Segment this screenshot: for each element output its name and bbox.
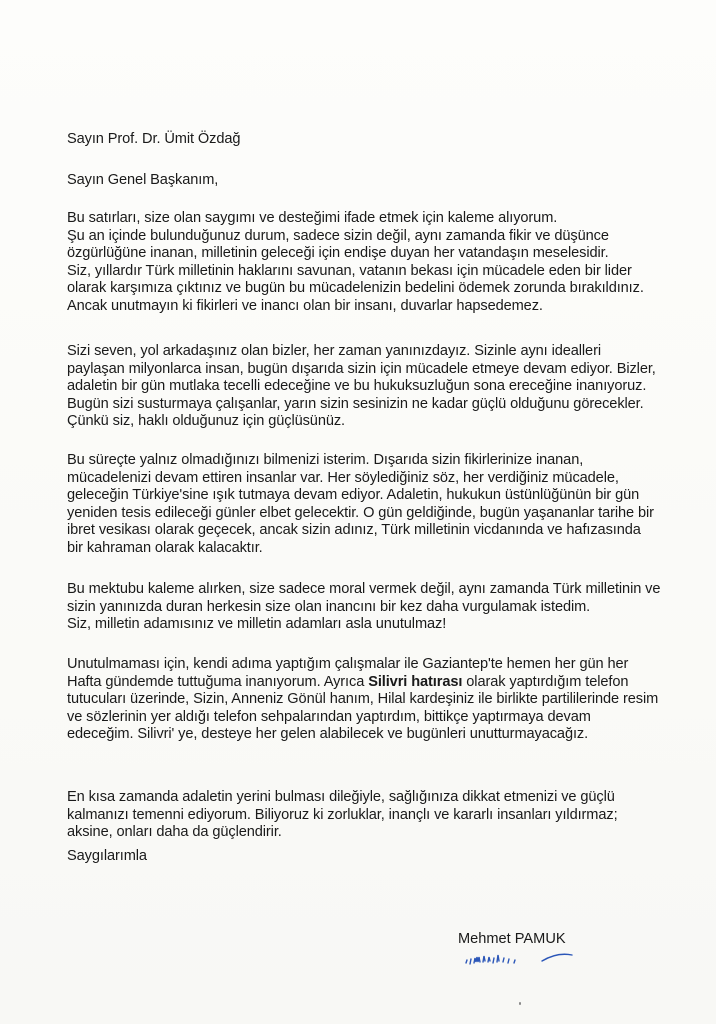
- paragraph-line: yeniden tesis edileceği günler elbet gelecektir. O gün geldiğinde, bugün yaşananlar tarihe bir: [67, 504, 654, 521]
- paragraph-line: özgürlüğüne inanan, milletinin geleceği için endişe duyan her vatandaşın meselesidir.: [67, 245, 609, 262]
- signature-stroke: [488, 957, 490, 962]
- signature-stroke: [508, 959, 509, 963]
- paragraph-line: ve sözlerinin yer aldığı telefon sehpalarından yaptırdım, bittikçe yaptırmaya devam: [67, 708, 591, 725]
- signature-stroke: [474, 957, 480, 963]
- salutation-recipient: Sayın Prof. Dr. Ümit Özdağ: [67, 131, 241, 147]
- signature-stroke: [483, 956, 485, 962]
- paragraph-line: adaletin bir gün mutlaka tecelli edeceğine ve bu hukuksuzluğun sona ereceğine inanıyoruz.: [67, 378, 647, 395]
- emphasis-silivri-hatirasi: Silivri hatırası: [368, 673, 463, 690]
- paragraph-line: kalmanızı temenni ediyorum. Biliyoruz ki zorluklar, inançlı ve kararlı insanları yıldırmaz;: [67, 806, 618, 823]
- paragraph-4: [67, 581, 660, 634]
- paragraph-2: [67, 343, 656, 431]
- closing-phrase: Saygılarımla: [67, 848, 147, 864]
- paragraph-line: Siz, yıllardır Türk milletinin haklarını savunan, vatanın bekası için mücadele eden bir lider: [67, 262, 632, 279]
- paragraph-line: Bu süreçte yalnız olmadığınızı bilmenizi isterim. Dışarıda sizin fikirlerinize inanan,: [67, 452, 584, 468]
- paragraph-line: Bugün sizi susturmaya çalışanlar, yarın sizin sesinizin ne kadar güçlü olduğunu görecekler.: [67, 395, 644, 412]
- signature-stroke: [514, 960, 515, 963]
- handwritten-signature: [462, 945, 582, 969]
- paragraph-line: paylaşan milyonlarca insan, bugün dışarıda sizin için mücadele etmeye devam ediyor. Bizler,: [67, 360, 656, 377]
- paragraph-line: geleceğin Türkiye'sine ışık tutmaya devam ediyor. Adaletin, hukukun üstünlüğünün bir gün: [67, 487, 640, 504]
- paragraph-line: aksine, onları daha da güçlendirir.: [67, 824, 282, 841]
- signature-stroke: [493, 958, 494, 963]
- salutation-title: Sayın Genel Başkanım,: [67, 172, 219, 188]
- signature-stroke: [470, 959, 471, 964]
- paragraph-6: [67, 789, 618, 842]
- paragraph-line: En kısa zamanda adaletin yerini bulması dileğiyle, sağlığınıza dikkat etmenizi ve güçlü: [67, 789, 615, 805]
- paragraph-line: ibret vesikası olarak geçecek, ancak sizin adınız, Türk milletinin vicdanında ve hafızasında: [67, 522, 641, 539]
- signature-stroke: [542, 954, 572, 961]
- paragraph-line: Çünkü siz, haklı olduğunuz için güçlüsünüz.: [67, 413, 346, 430]
- paragraph-line: Bu satırları, size olan saygımı ve desteğimi ifade etmek için kaleme alıyorum.: [67, 210, 558, 226]
- paragraph-line: sizin yanınızda duran herkesin size olan inancını bir kez daha vurgulamak istedim.: [67, 598, 591, 615]
- line-segment: Hafta gündemde tuttuğuma inanıyorum. Ayrıca: [67, 673, 365, 690]
- signature-stroke: [503, 958, 504, 962]
- paragraph-line: mücadelenizi devam ettiren insanlar var. Her söylediğiniz söz, her verdiğiniz mücadele,: [67, 469, 619, 486]
- paragraph-line: Ancak unutmayın ki fikirleri ve inancı olan bir insanı, duvarlar hapsedemez.: [67, 297, 543, 314]
- paragraph-line: edeceğim. Silivri' ye, desteye her gelen alabilecek ve bugünleri unutturmayacağız.: [67, 726, 589, 743]
- paragraph-line: Şu an içinde bulunduğunuz durum, sadece sizin değil, aynı zamanda fikir ve düşünce: [67, 227, 609, 244]
- paragraph-line: [67, 674, 658, 692]
- line-segment: olarak yaptırdığım telefon: [466, 673, 629, 690]
- paragraph-line: Unutulmaması için, kendi adıma yaptığım çalışmalar ile Gaziantep'te hemen her gün her: [67, 656, 629, 672]
- paragraph-1: [67, 210, 644, 316]
- paragraph-5: [67, 656, 658, 744]
- paragraph-line: olarak karşımıza çıktınız ve bugün bu mücadelenizin bedelini ödemek zorunda bırakıldınız.: [67, 280, 644, 297]
- paragraph-line: Sizi seven, yol arkadaşınız olan bizler, her zaman yanınızdayız. Sizinle aynı idealleri: [67, 343, 601, 359]
- paragraph-line: Siz, milletin adamısınız ve milletin adamları asla unutulmaz!: [67, 616, 447, 633]
- paragraph-line: Bu mektubu kaleme alırken, size sadece moral vermek değil, aynı zamanda Türk milletinin ve: [67, 581, 661, 597]
- signature-stroke: [466, 960, 467, 963]
- paragraph-3: [67, 452, 654, 558]
- paper-speck: [519, 1002, 521, 1005]
- signature-name: Mehmet PAMUK: [458, 931, 566, 947]
- signature-stroke: [497, 955, 499, 962]
- paragraph-line: bir kahraman olarak kalacaktır.: [67, 539, 263, 556]
- paragraph-line: tutucuları üzerinde, Sizin, Anneniz Gönül hanım, Hilal kardeşiniz ile birlikte partililerinde resim: [67, 691, 659, 708]
